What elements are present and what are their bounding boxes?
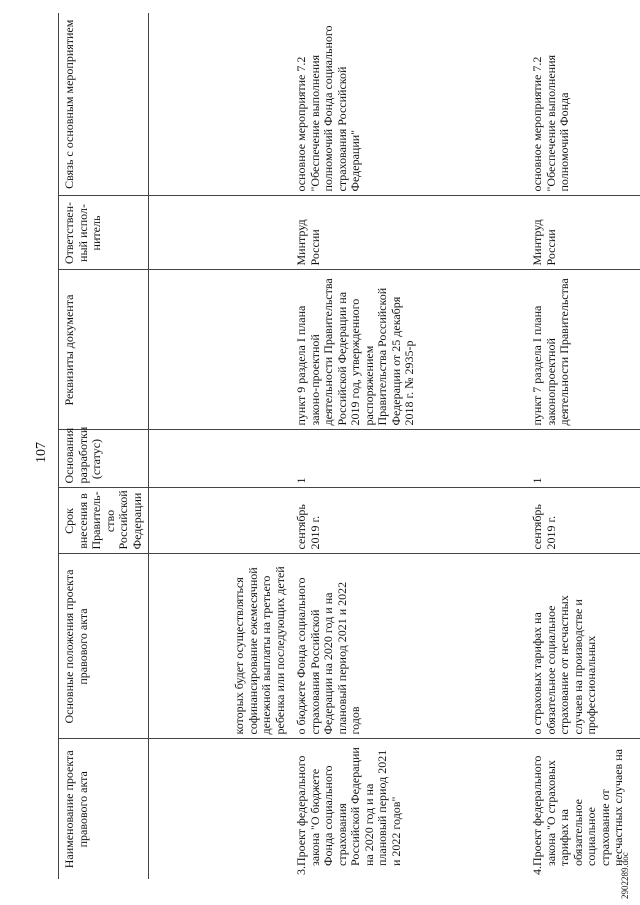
footer-file-code: 2902289.doc <box>620 852 630 899</box>
cell-basis: 1 <box>291 430 527 488</box>
header-link: Связь с основным мероприятием <box>59 13 149 196</box>
cell-provisions: о бюджете Фонда социального страхования Российской Федерации на 2020 год и на плановый период 2021 и 2022 годов <box>291 554 527 739</box>
cell-deadline <box>149 488 292 554</box>
table-header-row <box>59 13 149 879</box>
cell-document: пункт 7 раздела I плана законопроектной деятельности Правительства <box>527 270 640 430</box>
row-number: 3. <box>294 866 308 875</box>
row-name: Проект федерального закона "О бюджете Фонда социального страхования Российской Федерации на 2020 год и на плановый период 2021 и 2022 годов" <box>294 747 403 866</box>
row-number: 4. <box>530 866 544 875</box>
cell-name <box>149 739 292 879</box>
cell-link: основное мероприятие 7.2 "Обеспечение выполнения полномочий Фонда <box>527 13 640 196</box>
cell-name <box>291 739 527 879</box>
cell-provisions: которых будет осуществляться софинансирование ежемесячной денежной выплаты на третьего ребенка или последующих детей <box>149 554 292 739</box>
cell-provisions: о страховых тарифах на обязательное социальное страхование от несчастных случаев на производстве и профессиональных <box>527 554 640 739</box>
cell-executor: Минтруд России <box>527 196 640 270</box>
cell-basis <box>149 430 292 488</box>
header-basis: Основания разработки (статус) <box>59 430 149 488</box>
header-deadline: Срок внесения в Правитель-ство Российской Федерации <box>59 488 149 554</box>
header-document: Реквизиты документа <box>59 270 149 430</box>
header-executor: Ответствен-ный испол-нитель <box>59 196 149 270</box>
cell-document <box>149 270 292 430</box>
row-name: Проект федерального закона "О страховых тарифах на обязательное социальное страхование от несчастных случаев на <box>530 749 625 866</box>
cell-link: основное мероприятие 7.2 "Обеспечение выполнения полномочий Фонда социального страхования Российской Федерации" <box>291 13 527 196</box>
cell-executor <box>149 196 292 270</box>
header-name: Наименование проекта правового акта <box>59 739 149 879</box>
cell-deadline: сентябрь 2019 г. <box>291 488 527 554</box>
cell-document: пункт 9 раздела I плана законо-проектной деятельности Правительства Российской Федерации на 2019 год, утвержденного распоряжением Правительства Российской Федерации от 25 декабря 2018 г. № 2935-р <box>291 270 527 430</box>
table-row <box>291 13 527 879</box>
page-number: 107 <box>34 442 49 463</box>
cell-link <box>149 13 292 196</box>
cell-basis: 1 <box>527 430 640 488</box>
legislation-table <box>58 13 640 879</box>
table-row <box>527 13 640 879</box>
header-provisions: Основные положения проекта правового акта <box>59 554 149 739</box>
cell-deadline: сентябрь 2019 г. <box>527 488 640 554</box>
table-row-continuation <box>149 13 292 879</box>
cell-executor: Минтруд России <box>291 196 527 270</box>
